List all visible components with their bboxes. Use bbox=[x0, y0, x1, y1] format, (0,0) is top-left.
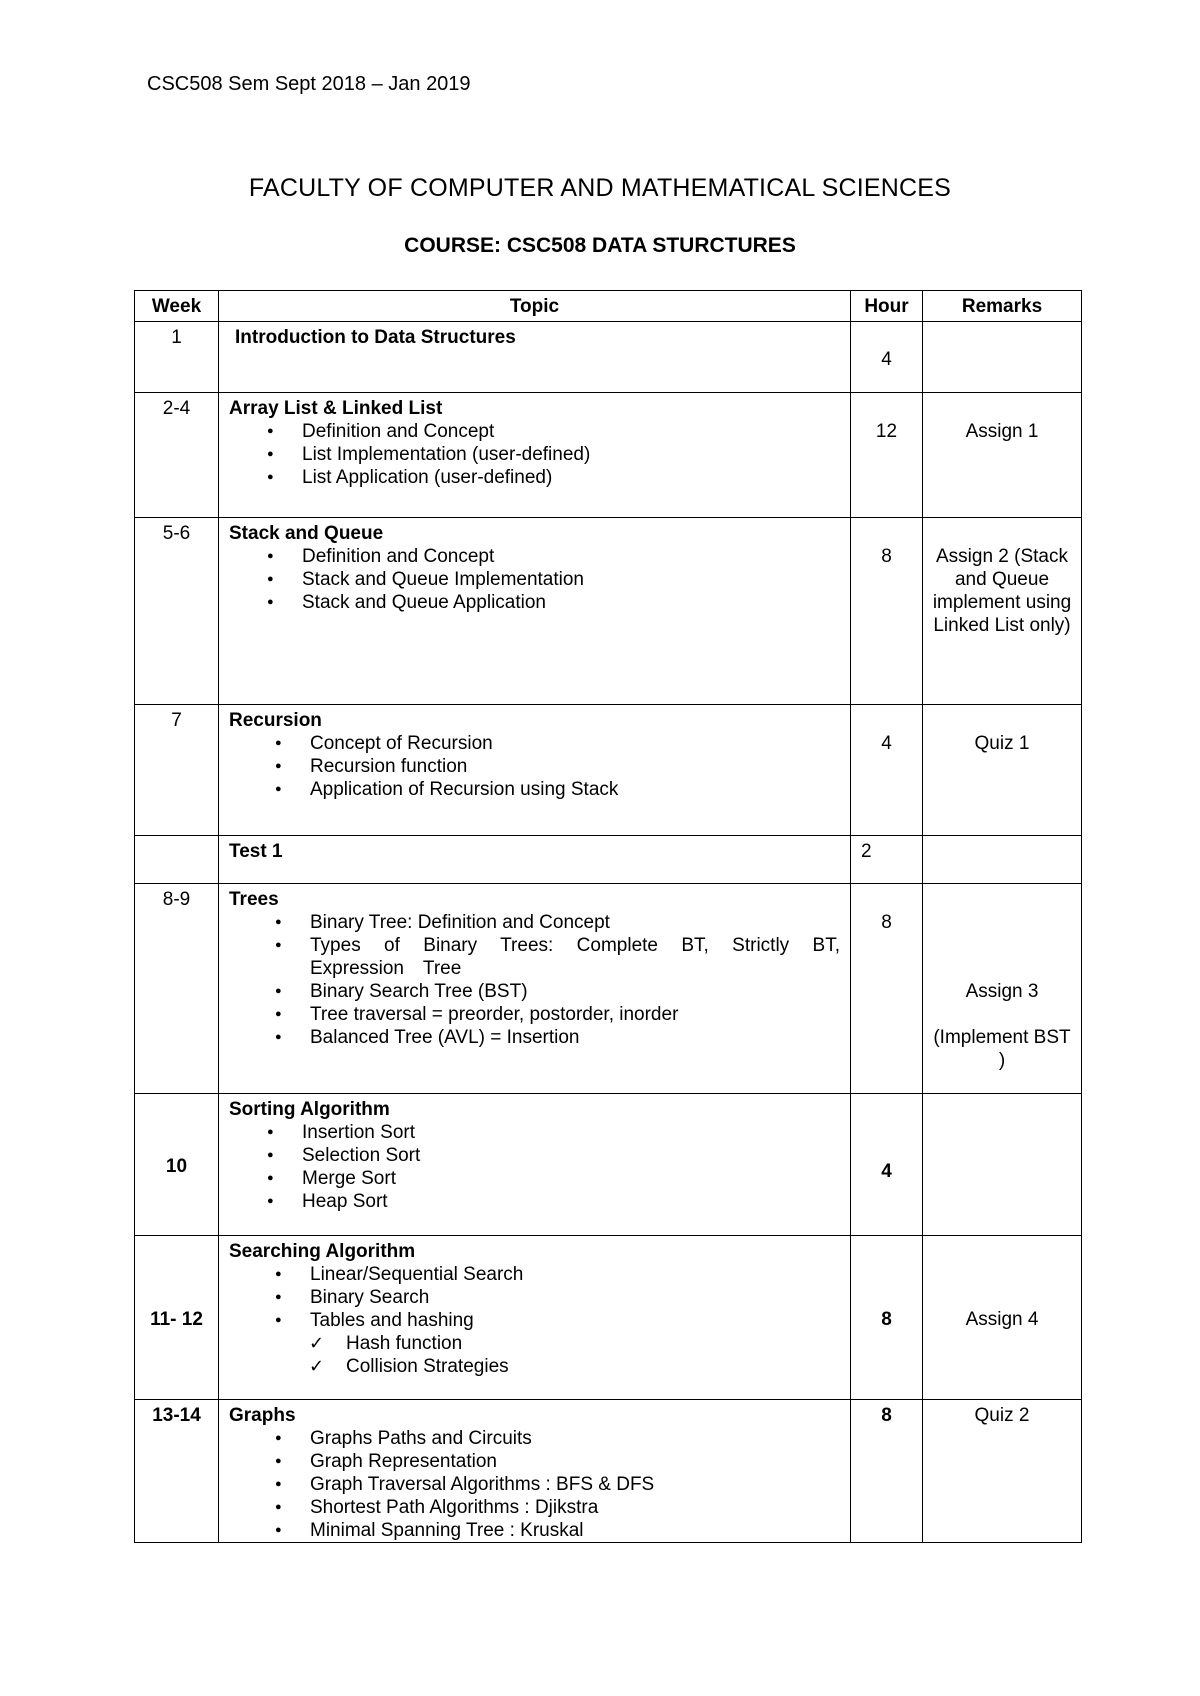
topic-title: Array List & Linked List bbox=[229, 398, 443, 419]
list-item: ● Application of Recursion using Stack bbox=[229, 778, 840, 801]
week-cell: 10 bbox=[135, 1094, 219, 1236]
week-cell: 7 bbox=[135, 705, 219, 836]
topic-cell bbox=[219, 393, 851, 518]
list-item: ● Tree traversal = preorder, postorder, inorder bbox=[229, 1003, 840, 1026]
list-item: ● Insertion Sort bbox=[229, 1121, 840, 1144]
course-schedule-table bbox=[134, 290, 1082, 1543]
topic-cell bbox=[219, 322, 851, 393]
list-item: ● Concept of Recursion bbox=[229, 732, 840, 755]
remarks-cell: Assign 4 bbox=[923, 1236, 1082, 1400]
topic-title: Graphs bbox=[229, 1405, 296, 1426]
table-header-row bbox=[135, 291, 1082, 322]
list-item: ● Shortest Path Algorithms : Djikstra bbox=[229, 1496, 840, 1519]
hour-cell: 4 bbox=[851, 322, 923, 393]
list-item: ● Binary Tree: Definition and Concept bbox=[229, 911, 840, 934]
topic-title: Sorting Algorithm bbox=[229, 1099, 390, 1120]
hour-cell bbox=[851, 393, 923, 518]
topic-list bbox=[229, 1427, 840, 1542]
week-cell bbox=[135, 836, 219, 884]
week-cell: 1 bbox=[135, 322, 219, 393]
table-row bbox=[135, 1400, 1082, 1543]
list-item: ● Graphs Paths and Circuits bbox=[229, 1427, 840, 1450]
week-cell: 11- 12 bbox=[135, 1236, 219, 1400]
hour-value: 8 bbox=[881, 912, 892, 933]
topic-list bbox=[229, 545, 840, 614]
topic-list bbox=[229, 911, 840, 1049]
table-row bbox=[135, 393, 1082, 518]
week-cell: 8-9 bbox=[135, 884, 219, 1094]
header-topic: Topic bbox=[219, 291, 851, 322]
list-item: ● Heap Sort bbox=[229, 1190, 840, 1213]
hour-cell: 2 bbox=[851, 836, 923, 884]
hour-cell: 4 bbox=[851, 1094, 923, 1236]
week-cell: 5-6 bbox=[135, 518, 219, 705]
table-row bbox=[135, 1236, 1082, 1400]
topic-title: Stack and Queue bbox=[229, 523, 384, 544]
table-row bbox=[135, 836, 1082, 884]
topic-cell bbox=[219, 1236, 851, 1400]
table-row bbox=[135, 705, 1082, 836]
hour-cell bbox=[851, 705, 923, 836]
course-title: COURSE: CSC508 DATA STURCTURES bbox=[404, 234, 796, 257]
remarks-cell bbox=[923, 884, 1082, 1094]
remarks-cell bbox=[923, 705, 1082, 836]
list-item: ✓ Hash function bbox=[229, 1332, 840, 1355]
hour-cell bbox=[851, 518, 923, 705]
remarks-cell bbox=[923, 836, 1082, 884]
table-row bbox=[135, 322, 1082, 393]
remarks-value: Assign 2 (Stack and Queue implement using Linked List only) bbox=[932, 546, 1072, 636]
topic-cell bbox=[219, 1400, 851, 1543]
list-item: ● Merge Sort bbox=[229, 1167, 840, 1190]
header-remarks: Remarks bbox=[923, 291, 1082, 322]
list-item: ● Stack and Queue Implementation bbox=[229, 568, 840, 591]
week-cell: 13-14 bbox=[135, 1400, 219, 1543]
topic-list bbox=[229, 1263, 840, 1332]
remarks-cell: Quiz 2 bbox=[923, 1400, 1082, 1543]
list-item: ● Recursion function bbox=[229, 755, 840, 778]
remarks-value: Quiz 1 bbox=[974, 733, 1030, 754]
remarks-value: Assign 1 bbox=[965, 421, 1039, 442]
remarks-cell bbox=[923, 393, 1082, 518]
list-item: ● Minimal Spanning Tree : Kruskal bbox=[229, 1519, 840, 1542]
list-item: ● Linear/Sequential Search bbox=[229, 1263, 840, 1286]
list-item: ● Tables and hashing bbox=[229, 1309, 840, 1332]
list-item: ● Graph Representation bbox=[229, 1450, 840, 1473]
topic-cell bbox=[219, 518, 851, 705]
hour-value: 4 bbox=[881, 733, 892, 754]
hour-value: 8 bbox=[881, 546, 892, 567]
list-item: ● Binary Search bbox=[229, 1286, 840, 1309]
list-item: ● Types of Binary Trees: Complete BT, Strictly BT, Expression Tree bbox=[229, 934, 840, 980]
topic-title: Searching Algorithm bbox=[229, 1241, 416, 1262]
topic-list bbox=[229, 732, 840, 801]
remarks-cell bbox=[923, 322, 1082, 393]
topic-title: Test 1 bbox=[229, 841, 283, 862]
faculty-title: FACULTY OF COMPUTER AND MATHEMATICAL SCIENCES bbox=[248, 174, 952, 202]
hour-value: 12 bbox=[875, 421, 898, 442]
list-item: ● Graph Traversal Algorithms : BFS & DFS bbox=[229, 1473, 840, 1496]
header-hour: Hour bbox=[851, 291, 923, 322]
topic-cell bbox=[219, 836, 851, 884]
topic-cell bbox=[219, 1094, 851, 1236]
topic-cell bbox=[219, 884, 851, 1094]
remarks-note: (Implement BST ) bbox=[933, 1027, 1071, 1071]
topic-title: Recursion bbox=[229, 710, 322, 731]
list-item: ● Selection Sort bbox=[229, 1144, 840, 1167]
hour-cell bbox=[851, 884, 923, 1094]
list-item: ✓ Collision Strategies bbox=[229, 1355, 840, 1378]
hour-cell: 8 bbox=[851, 1236, 923, 1400]
topic-title: Trees bbox=[229, 889, 279, 910]
topic-list bbox=[229, 1121, 840, 1213]
list-item: ● Definition and Concept bbox=[229, 545, 840, 568]
topic-title: Introduction to Data Structures bbox=[235, 327, 516, 348]
list-item: ● Balanced Tree (AVL) = Insertion bbox=[229, 1026, 840, 1049]
header-week: Week bbox=[135, 291, 219, 322]
list-item: ● List Implementation (user-defined) bbox=[229, 443, 840, 466]
hour-cell: 8 bbox=[851, 1400, 923, 1543]
list-item: ● Definition and Concept bbox=[229, 420, 840, 443]
remarks-cell bbox=[923, 1094, 1082, 1236]
remarks-cell bbox=[923, 518, 1082, 705]
table-row bbox=[135, 884, 1082, 1094]
table-row bbox=[135, 518, 1082, 705]
list-item: ● Binary Search Tree (BST) bbox=[229, 980, 840, 1003]
table-row bbox=[135, 1094, 1082, 1236]
remarks-value: Assign 3 bbox=[965, 981, 1039, 1002]
topic-cell bbox=[219, 705, 851, 836]
week-cell: 2-4 bbox=[135, 393, 219, 518]
topic-list bbox=[229, 420, 840, 489]
topic-sublist bbox=[229, 1332, 840, 1378]
document-header: CSC508 Sem Sept 2018 – Jan 2019 bbox=[147, 73, 471, 95]
list-item: ● Stack and Queue Application bbox=[229, 591, 840, 614]
list-item: ● List Application (user-defined) bbox=[229, 466, 840, 489]
